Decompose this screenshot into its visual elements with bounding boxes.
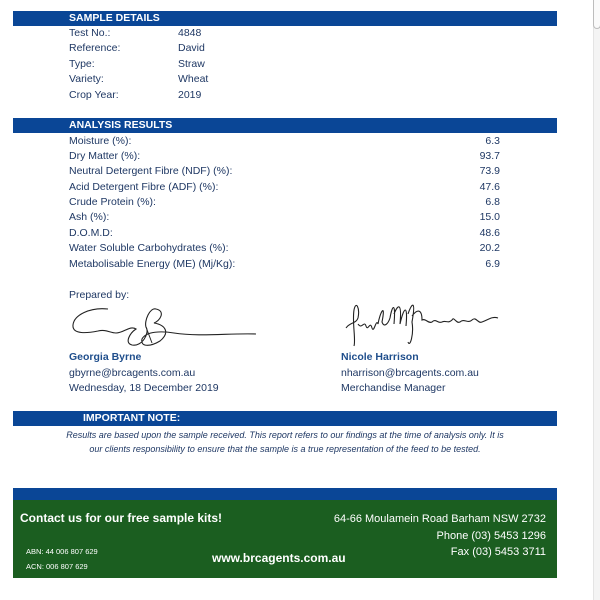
footer-contact-panel — [13, 500, 557, 578]
footer-website-link[interactable]: www.brcagents.com.au — [212, 551, 346, 565]
signature-georgia-byrne — [70, 303, 260, 351]
analysis-value: 15.0 — [479, 211, 500, 223]
important-note-text: Results are based upon the sample received. This report refers to our findings at the time of analysis only. It is our clients responsibility to ensure that the sample is a true representation of the feed to be tested. — [66, 430, 504, 454]
analysis-value: 6.8 — [485, 196, 500, 208]
footer-blue-band — [13, 488, 557, 500]
footer-abn: ABN: 44 006 807 629 — [26, 547, 98, 556]
footer-acn: ACN: 006 807 629 — [26, 562, 88, 571]
analysis-label: Neutral Detergent Fibre (NDF) (%): — [69, 165, 233, 177]
analysis-value: 6.3 — [485, 135, 500, 147]
variety-label: Variety: — [69, 73, 104, 85]
approver-email: nharrison@brcagents.com.au — [341, 367, 479, 379]
analysis-results-header: ANALYSIS RESULTS — [13, 118, 557, 133]
analysis-label: Dry Matter (%): — [69, 150, 141, 162]
analysis-value: 93.7 — [479, 150, 500, 162]
preparer-email: gbyrne@brcagents.com.au — [69, 367, 196, 379]
analysis-label: Water Soluble Carbohydrates (%): — [69, 242, 229, 254]
analysis-label: Metabolisable Energy (ME) (Mj/Kg): — [69, 258, 236, 270]
report-date: Wednesday, 18 December 2019 — [69, 382, 219, 394]
type-label: Type: — [69, 58, 95, 70]
analysis-value: 47.6 — [479, 181, 500, 193]
analysis-label: Acid Detergent Fibre (ADF) (%): — [69, 181, 219, 193]
analysis-value: 6.9 — [485, 258, 500, 270]
approver-title: Merchandise Manager — [341, 382, 446, 394]
reference-label: Reference: — [69, 42, 121, 54]
analysis-label: Moisture (%): — [69, 135, 132, 147]
analysis-label: D.O.M.D: — [69, 227, 113, 239]
analysis-label: Ash (%): — [69, 211, 110, 223]
scrollbar-thumb[interactable] — [593, 0, 600, 29]
footer-cta: Contact us for our free sample kits! — [20, 511, 223, 525]
sample-details-header: SAMPLE DETAILS — [13, 11, 557, 26]
footer-phone: Phone (03) 5453 1296 — [436, 530, 546, 542]
signature-nicole-harrison — [342, 294, 502, 350]
footer-address: 64-66 Moulamein Road Barham NSW 2732 — [333, 513, 546, 525]
test-no-value: 4848 — [178, 27, 202, 39]
type-value: Straw — [178, 58, 205, 70]
footer-fax: Fax (03) 5453 3711 — [450, 546, 546, 558]
test-no-label: Test No.: — [69, 27, 111, 39]
variety-value: Wheat — [178, 73, 209, 85]
vertical-scrollbar[interactable] — [593, 0, 600, 600]
crop-year-label: Crop Year: — [69, 89, 119, 101]
approver-name: Nicole Harrison — [341, 351, 419, 363]
prepared-by-label: Prepared by: — [69, 289, 130, 301]
preparer-name: Georgia Byrne — [69, 351, 142, 363]
analysis-value: 73.9 — [479, 165, 500, 177]
crop-year-value: 2019 — [178, 89, 202, 101]
analysis-value: 48.6 — [479, 227, 500, 239]
analysis-value: 20.2 — [479, 242, 500, 254]
important-note-header: IMPORTANT NOTE: — [13, 411, 557, 426]
reference-value: David — [178, 42, 205, 54]
analysis-label: Crude Protein (%): — [69, 196, 156, 208]
